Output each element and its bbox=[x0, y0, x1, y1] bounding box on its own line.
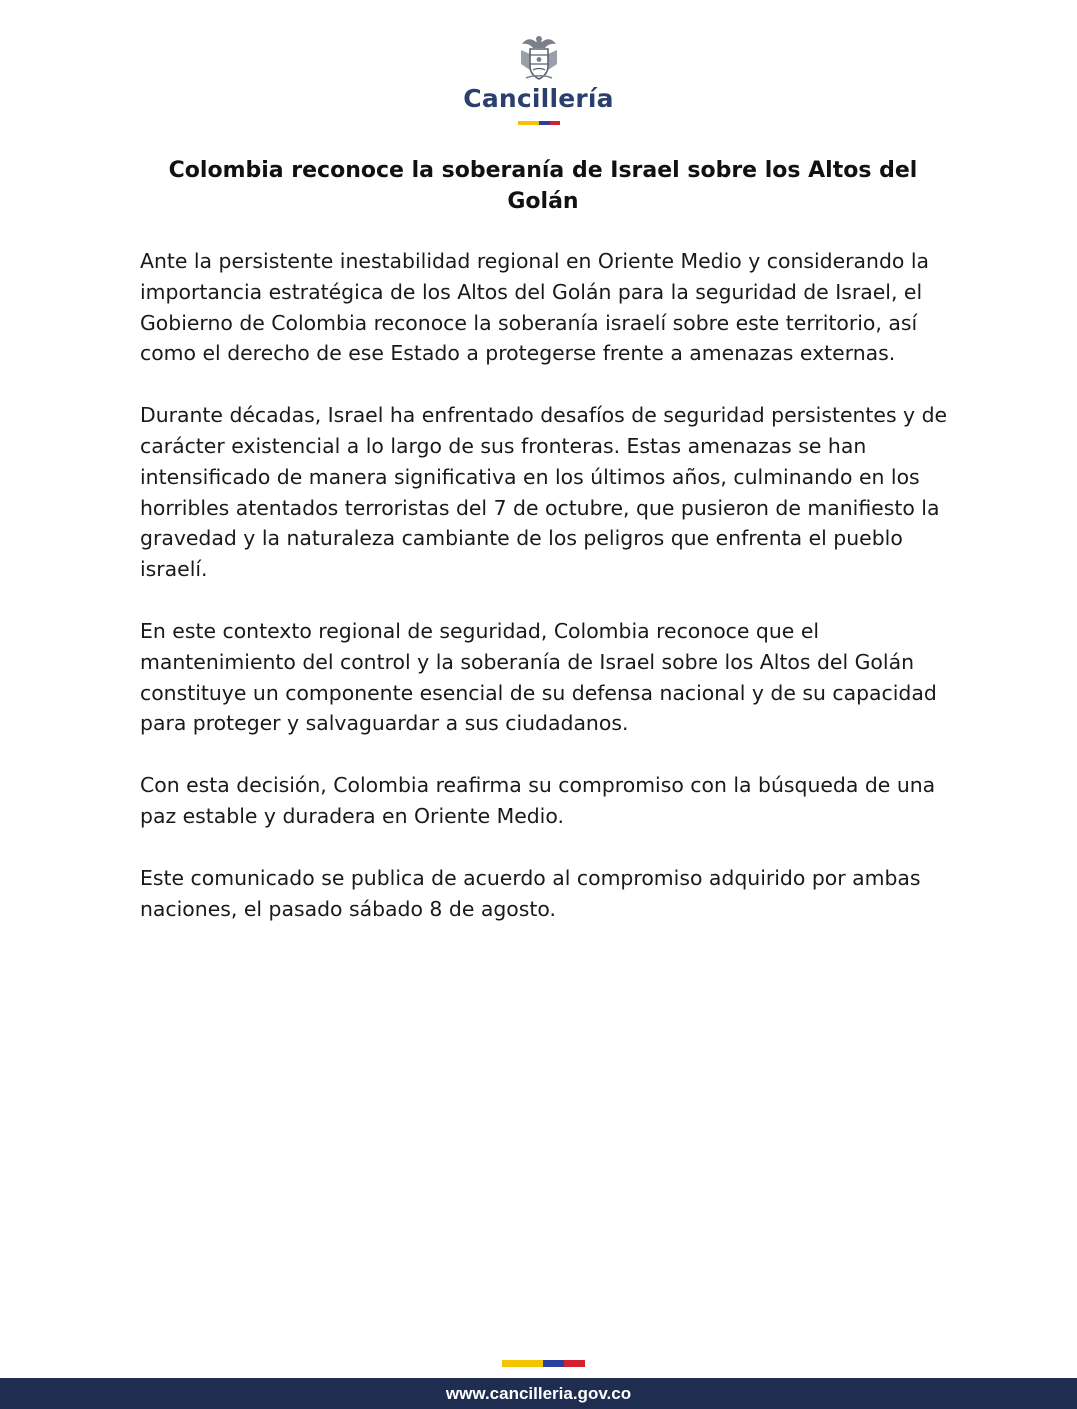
paragraph-4: Con esta decisión, Colombia reafirma su compromiso con la búsqueda de una paz estable y duradera en Oriente Medio. bbox=[140, 773, 936, 828]
document-title: Colombia reconoce la soberanía de Israel sobre los Altos del Golán bbox=[168, 158, 918, 214]
paragraph-3: En este contexto regional de seguridad, Colombia reconoce que el mantenimiento del control y la soberanía de Israel sobre los Altos del Golán constituye un componente esencial de su defensa nacional y de su capacidad para proteger y salvaguardar a sus ciudadanos. bbox=[140, 618, 937, 736]
paragraph-5: Este comunicado se publica de acuerdo al compromiso adquirido por ambas naciones, el pasado sábado 8 de agosto. bbox=[140, 865, 921, 921]
footer-flag-blue bbox=[543, 1360, 564, 1367]
brand-name: Cancillería bbox=[463, 84, 614, 113]
footer-flag-red bbox=[564, 1360, 585, 1367]
footer-flag-stripe bbox=[502, 1360, 585, 1367]
footer-website-link[interactable]: www.cancilleria.gov.co bbox=[445, 1384, 632, 1403]
flag-stripe bbox=[518, 121, 560, 125]
letterhead bbox=[0, 34, 1077, 125]
footer-bar bbox=[0, 1378, 1077, 1409]
flag-yellow bbox=[518, 121, 539, 125]
paragraph-2: Durante décadas, Israel ha enfrentado desafíos de seguridad persistentes y de carácter existencial a lo largo de sus fronteras. Estas amenazas se han intensificado de manera significativa en los últimos años, culminando en los horribles atentados terroristas del 7 de octubre, que pusieron de manifiesto la gravedad y la naturaleza cambiante de los peligros que enfrenta el pueblo israelí. bbox=[140, 403, 948, 582]
paragraph-1: Ante la persistente inestabilidad regional en Oriente Medio y considerando la importancia estratégica de los Altos del Golán para la seguridad de Israel, el Gobierno de Colombia reconoce la soberanía israelí sobre este territorio, así como el derecho de ese Estado a protegerse frente a amenazas externas. bbox=[140, 249, 930, 366]
flag-blue bbox=[539, 121, 550, 125]
colombia-coat-of-arms-icon bbox=[518, 34, 560, 82]
document-body bbox=[140, 246, 955, 955]
flag-red bbox=[550, 121, 560, 125]
footer-flag-yellow bbox=[502, 1360, 543, 1367]
